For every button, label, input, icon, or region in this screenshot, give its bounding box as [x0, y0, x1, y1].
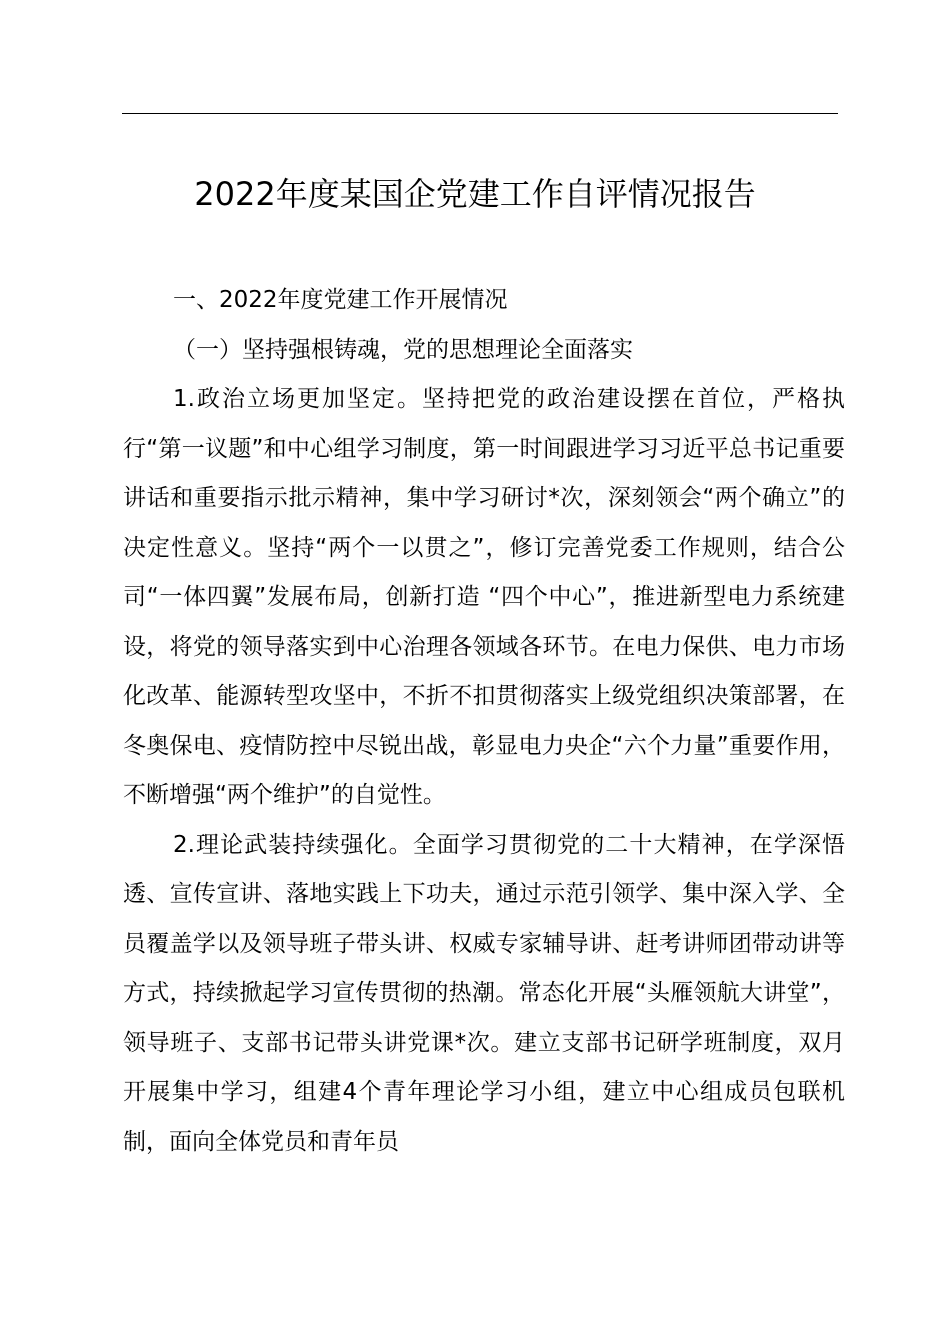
header-rule	[122, 113, 838, 114]
paragraph-theory-study: 2.理论武装持续强化。全面学习贯彻党的二十大精神，在学深悟透、宣传宣讲、落地实践上下功夫，通过示范引领学、集中深入学、全员覆盖学以及领导班子带头讲、权威专家辅导讲、赶考讲师团带动讲等方式，持续掀起学习宣传贯彻的热潮。常态化开展“头雁领航大讲堂”，领导班子、支部书记带头讲党课*次。建立支部书记研学班制度，双月开展集中学习，组建4个青年理论学习小组，建立中心组成员包联机制，面向全体党员和青年员	[123, 831, 845, 1155]
section-heading: 一、2022年度党建工作开展情况	[173, 287, 508, 313]
subsection-heading: （一）坚持强根铸魂，党的思想理论全面落实	[173, 336, 633, 363]
paragraph-political-stance: 1.政治立场更加坚定。坚持把党的政治建设摆在首位，严格执行“第一议题”和中心组学习制度，第一时间跟进学习习近平总书记重要讲话和重要指示批示精神，集中学习研讨*次，深刻领会“两个确立”的决定性意义。坚持“两个一以贯之”，修订完善党委工作规则，结合公司“一体四翼”发展布局，创新打造 “四个中心”，推进新型电力系统建设，将党的领导落实到中心治理各领域各环节。在电力保供、电力市场化改革、能源转型攻坚中，不折不扣贯彻落实上级党组织决策部署，在冬奥保电、疫情防控中尽锐出战，彰显电力央企“六个力量”重要作用，不断增强“两个维护”的自觉性。	[123, 386, 845, 808]
document-body	[123, 276, 845, 1167]
document-title: 2022年度某国企党建工作自评情况报告	[194, 175, 756, 213]
